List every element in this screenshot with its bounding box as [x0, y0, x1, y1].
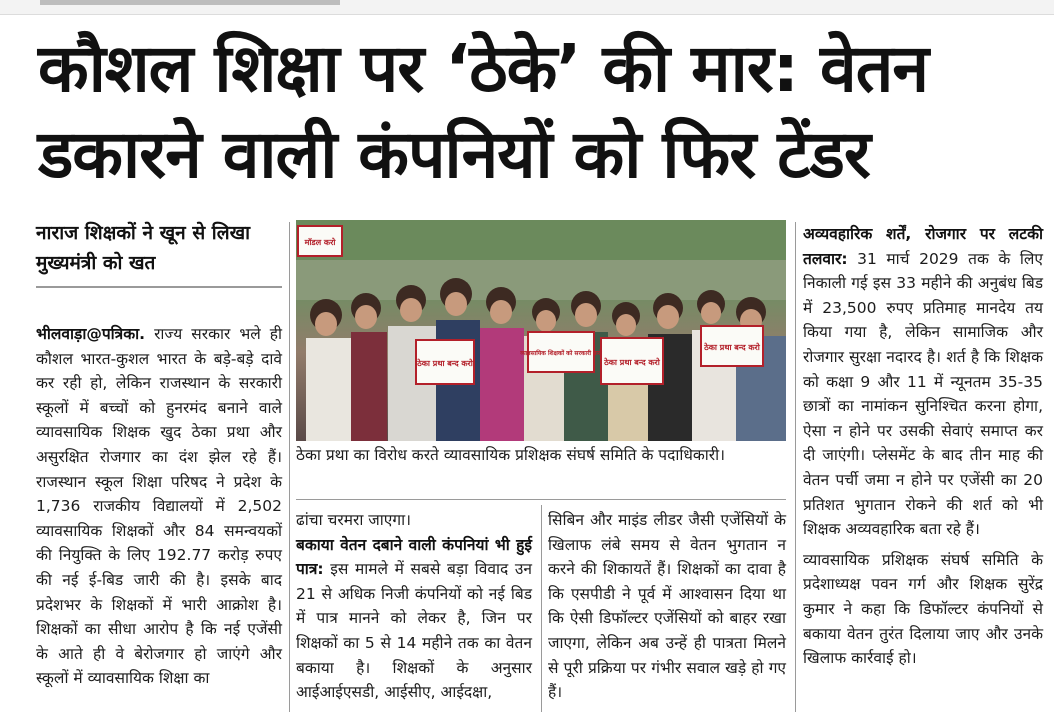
photo-caption: ठेका प्रथा का विरोध करते व्यावसायिक प्रशिक्षक संघर्ष समिति के पदाधिकारी। — [296, 446, 726, 464]
headline — [38, 26, 1028, 198]
top-strip — [0, 0, 1054, 15]
article-column-1 — [36, 322, 282, 691]
article-column-4 — [803, 222, 1043, 671]
placard-4: ठेका प्रथा बन्द करो — [704, 343, 760, 352]
subhead: नाराज शिक्षकों ने खून से लिखा मुख्यमंत्री को खत — [36, 222, 251, 274]
column-3-body: सिबिन और माइंड लीडर जैसी एजेंसियों के खिलाफ लंबे समय से वेतन भुगतान न करने की शिकायतें हैं। शिक्षकों का दावा है कि एसपीडी ने पूर्व में आश्वासन दिया था कि ऐसी डिफॉल्टर एजेंसियों को बाहर रखा जाएगा, लेकिन अब उन्हें ही पात्रता मिलने से पूरी प्रक्रिया पर गंभीर सवाल खड़े हो गए हैं। — [548, 511, 786, 702]
top-strip-bar — [40, 0, 340, 5]
column-1-body: राज्य सरकार भले ही कौशल भारत-कुशल भारत के बड़े-बड़े दावे कर रही हो, लेकिन राजस्थान के सरकारी स्कूलों में बच्चों को हुनरमंद बनाने वाले व्यावसायिक शिक्षक खुद ठेका प्रथा और असुरक्षित रोजगार का दंश झेल रहे हैं। राजस्थान स्कूल शिक्षा परिषद ने प्रदेश के 1,736 राजकीय विद्यालयों में 2,502 व्यावसायिक शिक्षकों और 84 समन्वयकों की नियुक्ति के लिए 192.77 करोड़ रुपए की नई ई-बिड जारी की है। इसके बाद प्रदेशभर के शिक्षकों में भारी आक्रोश है। शिक्षकों का सीधा आरोप है कि नई एजेंसी के आते ही वे बेरोजगार हो जाएंगे और स्कूलों में व्यावसायिक शिक्षा का — [36, 325, 283, 688]
column-2-body: इस मामले में सबसे बड़ा विवाद उन 21 से अधिक निजी कंपनियों को नई बिड में पात्र मानने को लेकर है, जिन पर शिक्षकों का 5 से 14 महीने तक का वेतन बकाया है। शिक्षकों के अनुसार आईआईएसडी, आईसीए, आईदक्षा, — [296, 560, 532, 702]
placard-1: ठेका प्रथा बन्द करो — [417, 359, 473, 368]
protest-photo-illustration — [296, 220, 786, 441]
caption-divider — [296, 499, 786, 500]
column-divider-2 — [541, 505, 542, 712]
dateline: भीलवाड़ा@पत्रिका. — [36, 325, 146, 343]
section-subhead-1: बकाया वेतन दबाने वाली कंपनियां भी हुई पात्र: — [296, 535, 532, 579]
headline-line-2: डकारने वाली कंपनियों को फिर टेंडर — [38, 116, 870, 193]
column-divider-1 — [289, 222, 290, 712]
column-4-body-2: व्यावसायिक प्रशिक्षक संघर्ष समिति के प्रदेशाध्यक्ष पवन गर्ग और शिक्षक सुरेंद्र कुमार ने कहा कि डिफॉल्टर कंपनियों से बकाया वेतन तुरंत दिलाया जाए और उनके खिलाफ कार्रवाई हो। — [803, 550, 1043, 668]
headline-line-1: कौशल शिक्षा पर ‘ठेके’ की मार: वेतन — [38, 30, 929, 107]
protest-photo — [296, 220, 786, 441]
subhead-divider — [36, 286, 282, 288]
column-4-body: 31 मार्च 2029 तक के लिए निकाली गई इस 33 महीने की अनुबंध बिड में 23,500 रुपए प्रतिमाह मानदेय तय किया गया है, लेकिन सामाजिक और रोजगार सुरक्षा नदारद है। शर्त है कि शिक्षक को कक्षा 9 और 11 में न्यूनतम 35-35 छात्रों का नामांकन सुनिश्चित करना होगा, ऐसा न होने पर उसकी सेवाएं समाप्त कर दी जाएंगी। प्लेसमेंट के बाद तीन माह की वेतन पर्ची जमा न होने पर एजेंसी का 20 प्रतिशत भुगतान रोकने की शर्त को भी शिक्षक अव्यवहारिक बता रहे हैं। — [803, 249, 1043, 539]
section-subhead-2: अव्यवहारिक शर्तें, रोजगार पर लटकी तलवार: — [803, 225, 1043, 268]
column-2-lead: ढांचा चरमरा जाएगा। — [296, 511, 411, 529]
article-column-2 — [296, 508, 532, 705]
article-column-3 — [548, 508, 786, 705]
placard-5: मॉडल करो — [304, 238, 336, 247]
placard-2: ठेका प्रथा बन्द करो — [604, 358, 660, 367]
column-divider-3 — [795, 222, 796, 712]
placard-3: व्यावसायिक शिक्षकों को सरकारी करो — [520, 350, 602, 357]
